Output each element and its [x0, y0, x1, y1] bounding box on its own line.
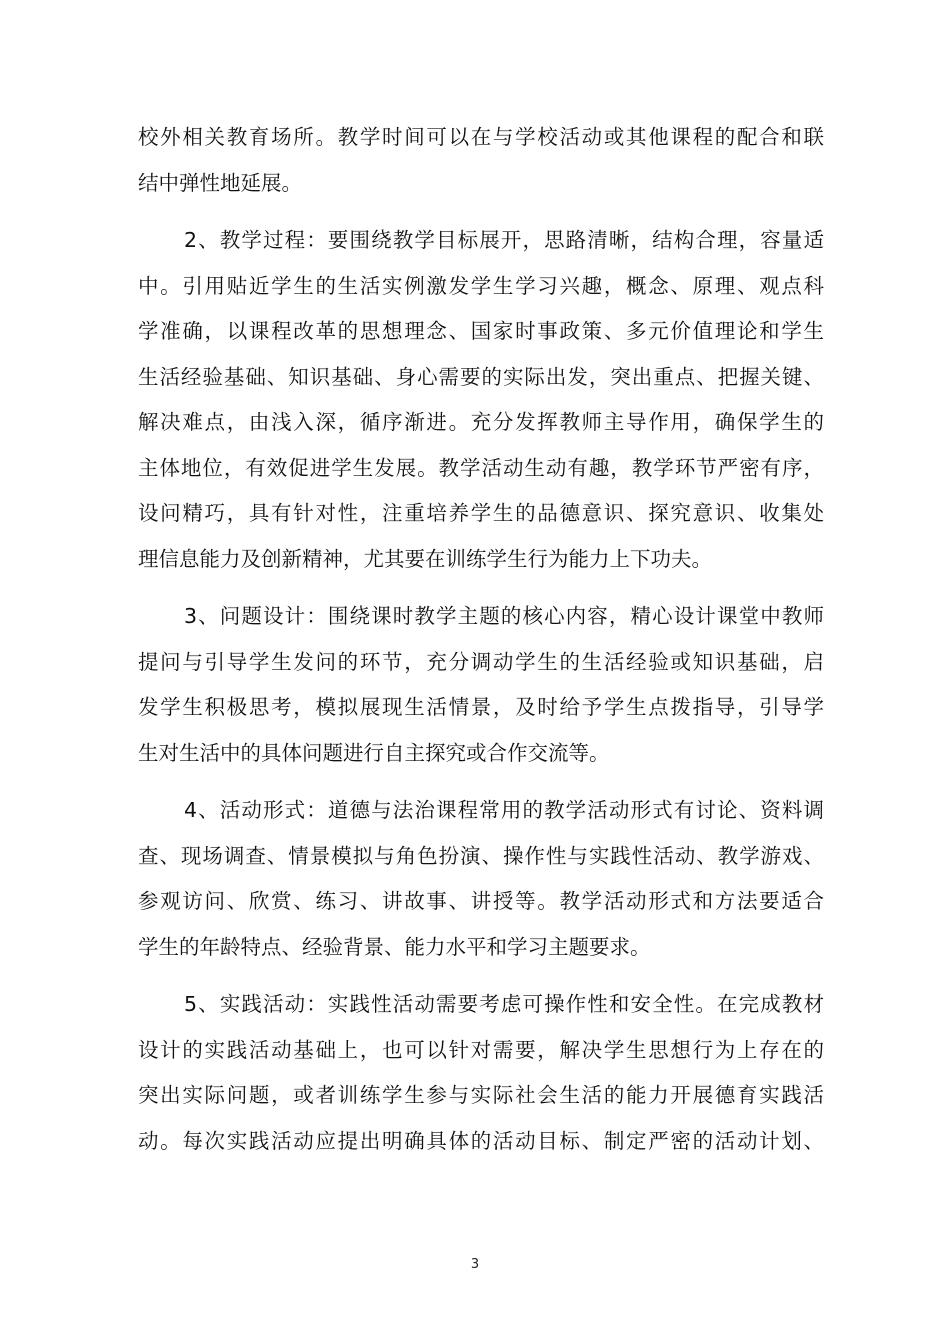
text-line: 查、现场调查、情景模拟与角色扮演、操作性与实践性活动、教学游戏、 [138, 843, 824, 868]
text-line: 参观访问、欣赏、练习、讲故事、讲授等。教学活动形式和方法要适合 [138, 889, 824, 913]
text-line: 动。每次实践活动应提出明确具体的活动目标、制定严密的活动计划、 [138, 1128, 824, 1153]
text-line: 理信息能力及创新精神，尤其要在训练学生行为能力上下功夫。 [138, 546, 712, 571]
text-line: 生对生活中的具体问题进行自主探究或合作交流等。 [138, 740, 610, 765]
page-number: 3 [470, 1257, 480, 1272]
text-line: 发学生积极思考，模拟展现生活情景，及时给予学生点拨指导，引导学 [138, 695, 824, 719]
text-line: 学生的年龄特点、经验背景、能力水平和学习主题要求。 [138, 934, 651, 959]
paragraph-continued [138, 115, 824, 206]
text-line: 2、教学过程：要围绕教学目标展开，思路清晰，结构合理，容量适 [184, 228, 824, 252]
text-line: 校外相关教育场所。教学时间可以在与学校活动或其他课程的配合和联 [138, 125, 824, 149]
text-line: 设计的实践活动基础上，也可以针对需要，解决学生思想行为上存在的 [138, 1037, 824, 1062]
text-line: 生活经验基础、知识基础、身心需要的实际出发，突出重点、把握关键、 [138, 364, 824, 389]
text-line: 学准确，以课程改革的思想理念、国家时事政策、多元价值理论和学生 [138, 319, 824, 343]
text-line: 5、实践活动：实践性活动需要考虑可操作性和安全性。在完成教材 [184, 992, 824, 1016]
text-line: 主体地位，有效促进学生发展。教学活动生动有趣，教学环节严密有序， [138, 455, 824, 480]
text-line: 解决难点，由浅入深，循序渐进。充分发挥教师主导作用，确保学生的 [138, 410, 824, 434]
text-line: 3、问题设计：围绕课时教学主题的核心内容，精心设计课堂中教师 [184, 604, 824, 628]
paragraph-practice-activity [138, 982, 824, 1164]
text-line: 提问与引导学生发问的环节，充分调动学生的生活经验或知识基础，启 [138, 649, 824, 674]
paragraph-activity-form [138, 788, 824, 970]
paragraph-question-design [138, 594, 824, 776]
paragraph-teaching-process [138, 218, 824, 582]
text-line: 结中弹性地延展。 [138, 170, 302, 195]
text-line: 突出实际问题，或者训练学生参与实际社会生活的能力开展德育实践活 [138, 1083, 824, 1107]
text-line: 中。引用贴近学生的生活实例激发学生学习兴趣，概念、原理、观点科 [138, 273, 824, 298]
text-line: 设问精巧，具有针对性，注重培养学生的品德意识、探究意识、收集处 [138, 501, 824, 525]
text-line: 4、活动形式：道德与法治课程常用的教学活动形式有讨论、资料调 [184, 798, 824, 822]
body-text [138, 115, 824, 1176]
